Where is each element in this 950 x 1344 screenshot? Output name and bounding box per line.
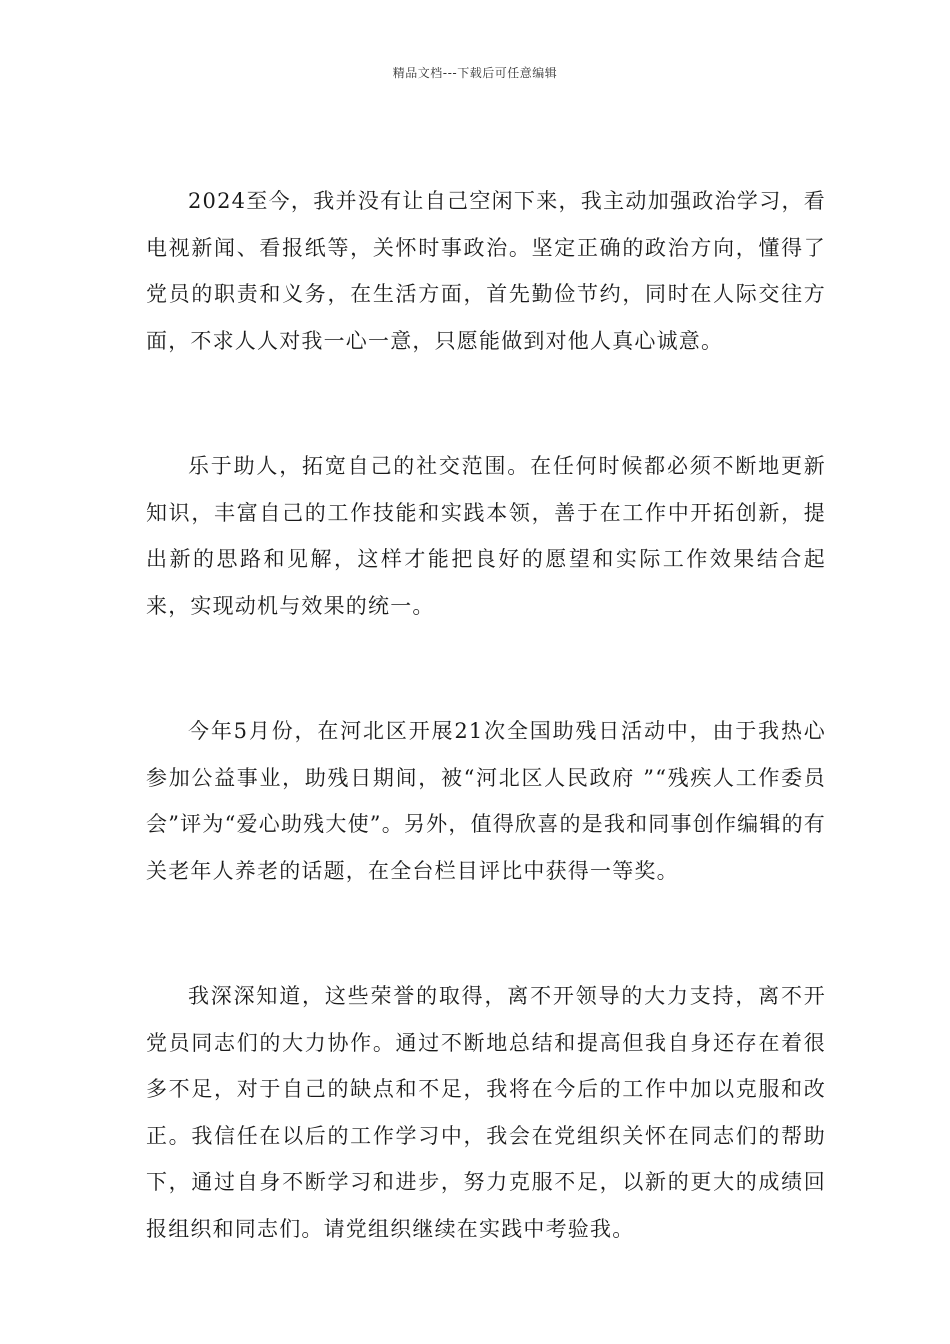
document-body bbox=[146, 178, 826, 1252]
paragraph: 今年5月份，在河北区开展21次全国助残日活动中，由于我热心参加公益事业，助残日期间，被“河北区人民政府 ”“残疾人工作委员会”评为“爱心助残大使”。另外，值得欣喜的是我和同事创作编辑的有关老年人养老的话题，在全台栏目评比中获得一等奖。 bbox=[146, 719, 826, 883]
paragraph: 乐于助人，拓宽自己的社交范围。在任何时候都必须不断地更新知识，丰富自己的工作技能和实践本领，善于在工作中开拓创新，提出新的思路和见解，这样才能把良好的愿望和实际工作效果结合起来，实现动机与效果的统一。 bbox=[146, 454, 826, 618]
paragraph: 2024至今，我并没有让自己空闲下来，我主动加强政治学习，看电视新闻、看报纸等，关怀时事政治。坚定正确的政治方向，懂得了党员的职责和义务，在生活方面，首先勤俭节约，同时在人际交往方面，不求人人对我一心一意，只愿能做到对他人真心诚意。 bbox=[146, 189, 826, 353]
page-header: 精品文档---下载后可任意编辑 bbox=[392, 66, 558, 80]
paragraph: 我深深知道，这些荣誉的取得，离不开领导的大力支持，离不开党员同志们的大力协作。通过不断地总结和提高但我自身还存在着很多不足，对于自己的缺点和不足，我将在今后的工作中加以克服和改正。我信任在以后的工作学习中，我会在党组织关怀在同志们的帮助下，通过自身不断学习和进步，努力克服不足，以新的更大的成绩回报组织和同志们。请党组织继续在实践中考验我。 bbox=[146, 984, 826, 1241]
